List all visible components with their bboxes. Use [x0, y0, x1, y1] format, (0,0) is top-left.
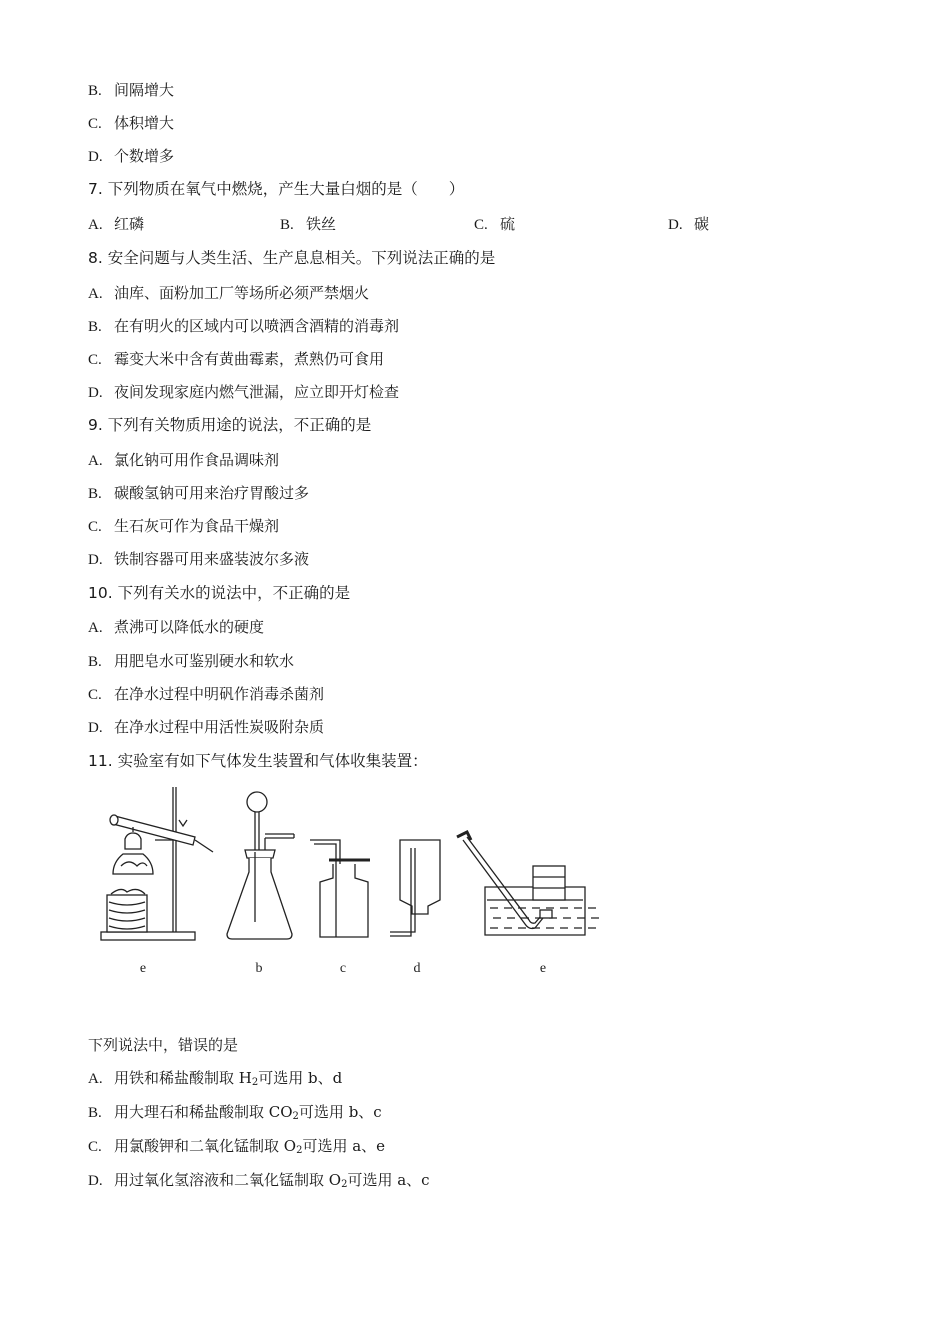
subscript: 2 [292, 1111, 299, 1122]
option-letter: B. [88, 1105, 102, 1121]
q11-sub-stem: 下列说法中，错误的是 [88, 1036, 239, 1054]
q9-option-a [88, 450, 279, 471]
apparatus-flask-icon [227, 792, 294, 939]
q10-option-d [88, 717, 324, 738]
q7-option-a [88, 214, 144, 235]
option-letter: B. [88, 486, 102, 502]
q7-option-d [668, 214, 709, 235]
subscript: 2 [296, 1145, 303, 1156]
option-text: 可选用 b、d [258, 1069, 343, 1087]
option-text: 夜间发现家庭内燃气泄漏，应立即开灯检查 [114, 383, 400, 401]
option-letter: A. [88, 453, 103, 469]
option-text: 铁制容器可用来盛装波尔多液 [114, 550, 310, 568]
figure-label: e [539, 961, 547, 976]
gas-apparatus-figure [95, 782, 605, 987]
figure-label: e [139, 961, 147, 976]
option-text: 用大理石和稀盐酸制取 CO [114, 1103, 293, 1121]
option-letter: A. [88, 217, 103, 233]
option-text: 油库、面粉加工厂等场所必须严禁烟火 [114, 284, 370, 302]
option-letter: A. [88, 286, 103, 302]
q10-option-c [88, 684, 324, 705]
option-text: 在净水过程中用活性炭吸附杂质 [114, 718, 325, 736]
option-text: 可选用 a、c [347, 1171, 430, 1189]
option-letter: D. [88, 552, 103, 568]
option-text: 霉变大米中含有黄曲霉素，煮熟仍可食用 [114, 350, 385, 368]
option-text: 用肥皂水可鉴别硬水和软水 [114, 652, 295, 670]
figure-label: c [339, 961, 347, 976]
option-text: 铁丝 [306, 215, 337, 233]
option-text: 可选用 b、c [298, 1103, 382, 1121]
option-letter: C. [88, 1139, 102, 1155]
q8-stem: 8. 安全问题与人类生活、生产息息相关。下列说法正确的是 [88, 249, 496, 267]
option-text: 硫 [500, 215, 516, 233]
option-letter: C. [88, 116, 102, 132]
q7-stem: 7. 下列物质在氧气中燃烧，产生大量白烟的是（ ） [88, 180, 465, 198]
q9-stem: 9. 下列有关物质用途的说法，不正确的是 [88, 416, 372, 434]
option-text: 个数增多 [114, 147, 175, 165]
option-letter: C. [88, 687, 102, 703]
q9-option-b [88, 483, 309, 504]
option-text: 用铁和稀盐酸制取 H [114, 1069, 252, 1087]
option-letter: C. [88, 352, 102, 368]
option-text: 煮沸可以降低水的硬度 [114, 618, 265, 636]
option-text: 生石灰可作为食品干燥剂 [114, 517, 280, 535]
option-letter: B. [88, 654, 102, 670]
option-text: 体积增大 [114, 114, 175, 132]
option-text: 间隔增大 [114, 81, 175, 99]
option-letter: B. [280, 217, 294, 233]
option-text: 用过氧化氢溶液和二氧化锰制取 O [114, 1171, 342, 1189]
q9-option-d [88, 549, 309, 570]
q10-option-a [88, 617, 264, 638]
q11-option-b [88, 1102, 382, 1127]
q6-option-b [88, 80, 174, 101]
q6-option-c [88, 113, 174, 134]
option-text: 可选用 a、e [302, 1137, 386, 1155]
figure-label: d [413, 961, 421, 976]
q10-stem: 10. 下列有关水的说法中，不正确的是 [88, 584, 351, 602]
subscript: 2 [251, 1077, 259, 1088]
q8-option-b [88, 316, 399, 337]
apparatus-water-trough-icon [457, 832, 599, 935]
option-letter: D. [88, 385, 103, 401]
option-text: 碳酸氢钠可用来治疗胃酸过多 [114, 484, 310, 502]
figure-label: b [255, 961, 263, 976]
option-letter: D. [668, 217, 683, 233]
option-letter: D. [88, 1173, 103, 1189]
subscript: 2 [341, 1179, 348, 1190]
q8-option-d [88, 382, 399, 403]
q7-option-c [474, 214, 515, 235]
option-letter: A. [88, 620, 103, 636]
option-letter: D. [88, 720, 103, 736]
option-letter: B. [88, 319, 102, 335]
q10-option-b [88, 651, 294, 672]
apparatus-upward-collection-icon [310, 840, 370, 937]
option-text: 碳 [694, 215, 710, 233]
q11-option-d [88, 1170, 430, 1195]
q8-option-c [88, 349, 384, 370]
q6-option-d [88, 146, 174, 167]
option-text: 用氯酸钾和二氧化锰制取 O [114, 1137, 297, 1155]
option-text: 氯化钠可用作食品调味剂 [114, 451, 280, 469]
q8-option-a [88, 283, 369, 304]
option-letter: B. [88, 83, 102, 99]
apparatus-downward-collection-icon [390, 840, 440, 936]
option-letter: C. [88, 519, 102, 535]
q11-stem: 11. 实验室有如下气体发生装置和气体收集装置： [88, 752, 428, 770]
q7-option-b [280, 214, 336, 235]
option-text: 在净水过程中明矾作消毒杀菌剂 [114, 685, 325, 703]
option-text: 在有明火的区域内可以喷洒含酒精的消毒剂 [114, 317, 400, 335]
q7-options [88, 214, 788, 234]
q11-option-c [88, 1136, 385, 1161]
apparatus-heating-icon [101, 787, 213, 940]
option-text: 红磷 [114, 215, 145, 233]
q11-option-a [88, 1068, 342, 1093]
option-letter: D. [88, 149, 103, 165]
option-letter: C. [474, 217, 488, 233]
q9-option-c [88, 516, 279, 537]
option-letter: A. [88, 1071, 103, 1087]
